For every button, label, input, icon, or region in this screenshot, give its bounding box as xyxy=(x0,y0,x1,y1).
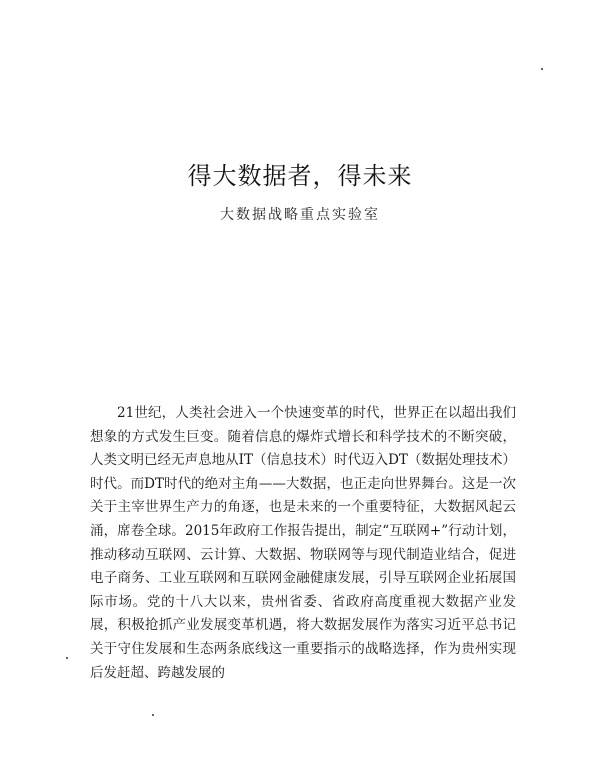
scan-speck xyxy=(541,68,543,70)
scan-speck xyxy=(66,657,68,659)
document-title: 得大数据者，得未来 xyxy=(187,162,413,190)
body-paragraph: 21世纪，人类社会进入一个快速变革的时代，世界正在以超出我们想象的方式发生巨变。随着信息的爆炸式增长和科学技术的不断突破，人类文明已经无声息地从IT（信息技术）时代迈入DT（数据处理技术）时代。而DT时代的绝对主角——大数据，也正走向世界舞台。这是一次关于主宰世界生产力的角逐，也是未来的一个重要特征，大数据风起云涌，席卷全球。2015年政府工作报告提出，制定“互联网+”行动计划，推动移动互联网、云计算、大数据、物联网等与现代制造业结合，促进电子商务、工业互联网和互联网金融健康发展，引导互联网企业拓展国际市场。党的十八大以来，贵州省委、省政府高度重视大数据产业发展，积极抢抓产业发展变革机遇，将大数据发展作为落实习近平总书记关于守住发展和生态两条底线这一重要指示的战略选择，作为贵州实现后发赶超、跨越发展的 xyxy=(90,405,516,681)
scan-speck xyxy=(152,714,154,716)
document-author: 大数据战略重点实验室 xyxy=(220,207,380,223)
